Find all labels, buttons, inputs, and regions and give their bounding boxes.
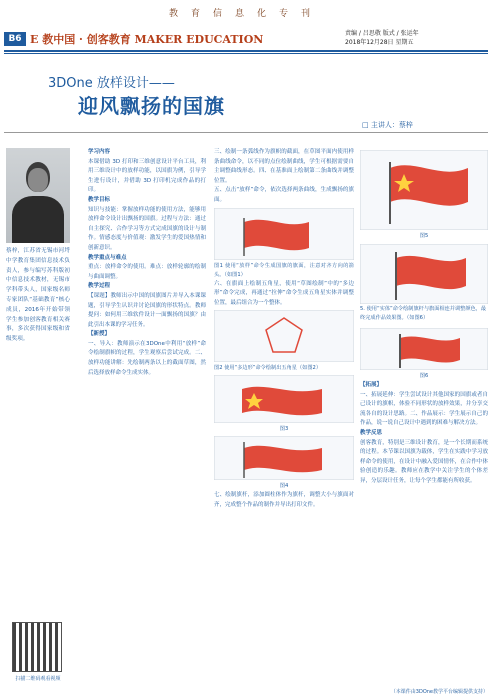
masthead-rule: [4, 50, 488, 52]
section-heading: 教学重点与难点: [88, 254, 127, 261]
footer-note: （本课件由3DOne教学平台编辑提供支持）: [390, 689, 488, 695]
paragraph: 本课借助 3D 打印和三维创意设计平台工具，利用三维设计中的放样功能，以国旗为例，引导学生进行设计，并借助 3D 打印机完成作品的打印。: [88, 158, 206, 194]
qr-caption: 扫描二维码观看视频: [15, 676, 61, 682]
paragraph: 三、绘制一条弧线作为旗帜的截面，在草图平面内使用样条曲线命令，以不同的点位绘制曲线，学生可根据需要自主调整曲线形态。四、在基准面上绘制第二条曲线并调整位置。: [214, 149, 354, 184]
section-heading: 【拓展】: [360, 382, 383, 388]
author-photo: [6, 148, 70, 243]
section-heading: 学习内容: [88, 149, 111, 155]
figure-5: [360, 150, 488, 230]
photo-body: [12, 196, 64, 243]
paragraph: 五、点击“放样”命令，依次选择两条曲线，生成飘扬的旗面。: [214, 187, 354, 203]
paragraph: 六、在旗面上绘制五角星，使用“草图绘制”中的“多边形”命令完成，再通过“拉伸”命令生成五角星实体并调整位置，最后组合为一个整体。: [214, 280, 354, 306]
editor-line: 责编 / 吕思敬 版式 / 张运年: [345, 30, 419, 37]
section-heading: 教学目标: [88, 196, 111, 203]
article-column-3: [360, 326, 488, 487]
byline: □ 主讲人：蔡梓: [362, 121, 413, 129]
masthead-title: E 教中国 · 创客教育 MAKER EDUCATION: [30, 33, 264, 46]
figure-2-caption: 图2 使用“多边形”命令绘制出五角星（如图2）: [214, 365, 322, 372]
article-column-2: [214, 148, 354, 511]
headline: 迎风飘扬的国旗: [78, 94, 225, 118]
figure-3: [214, 375, 354, 423]
paragraph: 七、绘制旗杆，添加圆柱体作为旗杆，调整大小与旗面对齐，完成整个作品的制作并导出打印文件。: [214, 492, 354, 508]
author-bio: 蔡梓，江苏省无锡市河埒中学教育集团信息技术负责人，参与编写苏科版初中信息技术教材，无锡市学科带头人，国家级名师专家团队“基础教育”核心成员，2016年开始带领学生参加创客教育相关赛事，多次获得国家级和省级奖项。: [6, 248, 70, 343]
figure-6b-caption: 图6: [419, 373, 429, 379]
figure-3-caption: 图3: [279, 426, 289, 433]
kicker: 3DOne 放样设计——: [48, 76, 175, 91]
figure-4: [214, 436, 354, 480]
figure-1-caption: 图1 使用“放样”命令生成国旗的旗面，注意对齐方向的箭头。（如图1）: [214, 262, 354, 278]
masthead-info: [345, 29, 419, 47]
masthead-rule-thin: [4, 53, 488, 54]
figure-4-caption: 图4: [279, 483, 289, 490]
figure-5-caption: 图5: [419, 233, 429, 239]
photo-face: [28, 168, 48, 192]
figure-6b: [360, 328, 488, 370]
figure-1: [214, 208, 354, 260]
paragraph: 一、拓展延伸：学生尝试设计其他国家的国旗或者自己设计的旗帜，体验不同形状的放样效果，并分享交流各自的设计思路。二、作品展示：学生展示自己的作品，说一说自己设计中遇到的困难与解决方法。: [360, 391, 488, 427]
article-column-1: [88, 148, 206, 696]
paragraph: 一、导入：教师演示在3DOne中利用“放样”命令绘制旗帜的过程，学生观察后尝试完成。二、放样功能讲解：先绘制两条以上的截面草图，然后选择放样命令生成实体。: [88, 340, 206, 376]
figure-6: [360, 244, 488, 304]
paragraph: 【课题】教师出示中国的国旗图片并导入本课课题，引导学生认识并讨论国旗的形状特点。教师提问：如何用三维软件设计一面飘扬的国旗？由此引出本课的学习任务。: [88, 292, 206, 328]
page-number: B6: [4, 32, 26, 46]
date-line: 2018年12月28日 星期五: [345, 39, 414, 46]
paragraph: 知识与技能：掌握放样功能的使用方法，能够用放样命令设计出飘扬的国旗。过程与方法：通过自主探究、合作学习等方式完成国旗的设计与制作。情感态度与价值观：激发学生的爱国热情和创新意识。: [88, 206, 206, 251]
paragraph: 创客教育，特别是三维设计教育，是一个长期而系统的过程。本节课以国旗为载体，学生在实践中学习放样命令的使用，在设计中融入爱国情怀，在合作中体验创造的乐趣。教师应在教学中关注学生的个体差异，分层设计任务，让每个学生都能有所收获。: [360, 439, 488, 484]
header-rule: [4, 132, 488, 133]
banner: 教育信息化专刊: [168, 9, 323, 19]
section-heading: 【新授】: [88, 331, 111, 338]
figure-2: [214, 310, 354, 362]
qr-code[interactable]: [12, 622, 62, 672]
figure-6-caption: 5. 使用“实体”命令绘制旗杆与旗面相连并调整颜色，最终完成作品效果图。（如图6）: [360, 306, 487, 321]
section-heading: 教学过程: [88, 283, 111, 290]
paragraph: 重点：放样命令的使用。难点：放样轮廓的绘制与曲面调整。: [88, 264, 206, 280]
section-heading: 教学反思: [360, 429, 383, 436]
